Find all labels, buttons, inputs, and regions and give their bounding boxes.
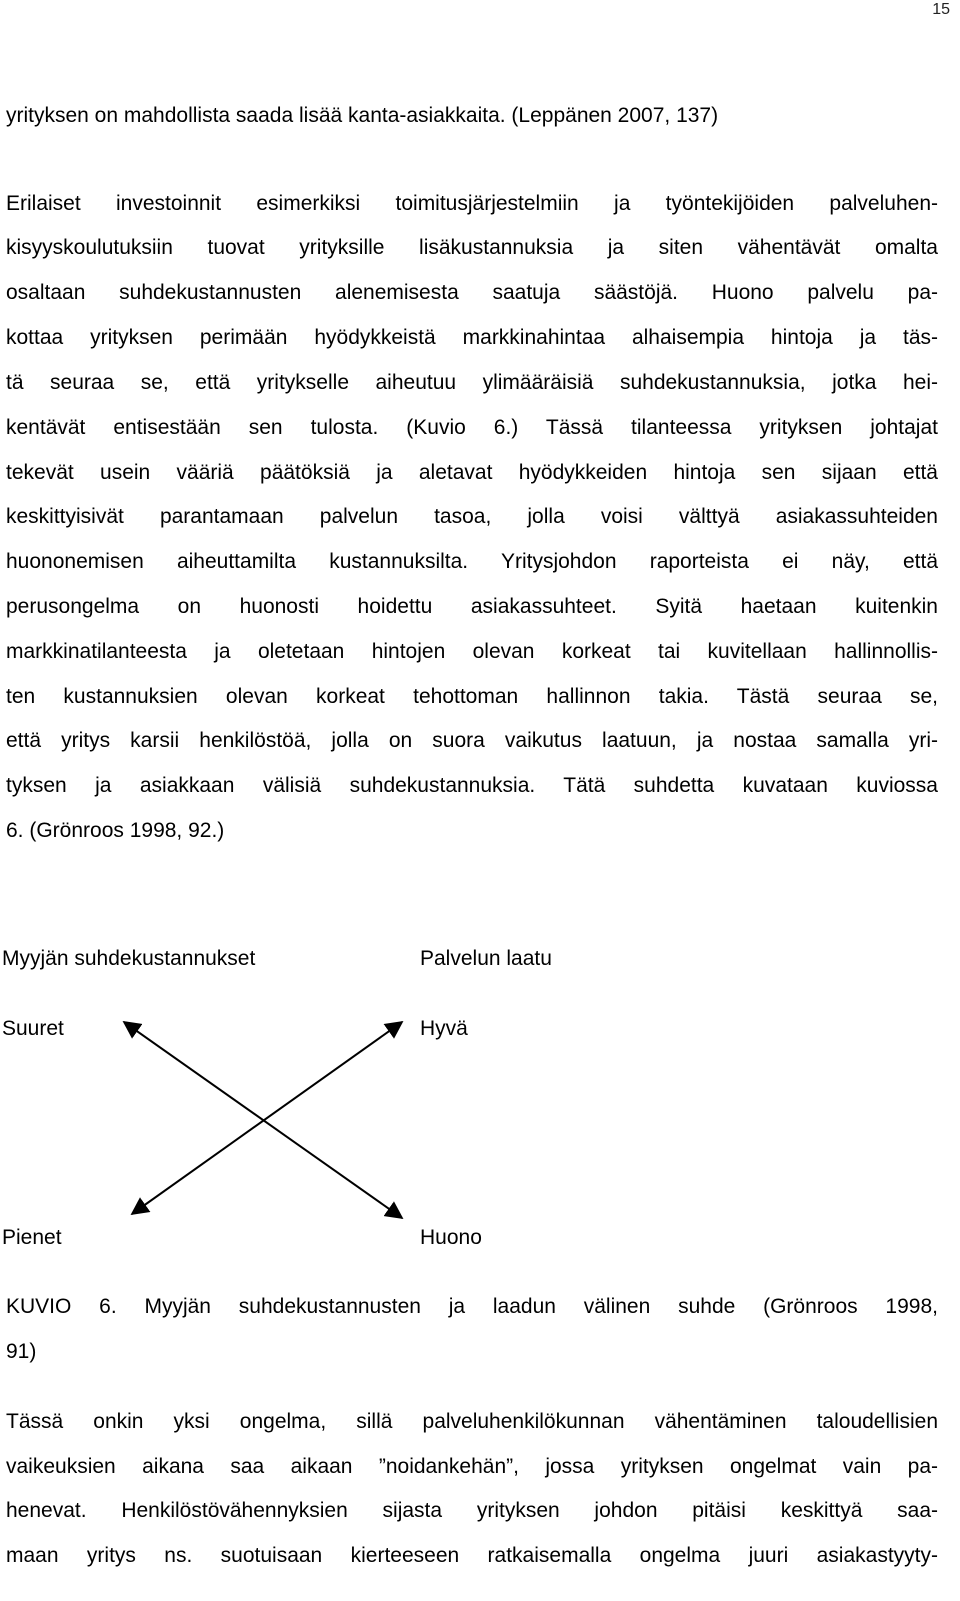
- text-line: henevat. Henkilöstövähennyksien sijasta yrityksen johdon pitäisi keskittyä saa-: [6, 1499, 938, 1522]
- text-line: Tässä onkin yksi ongelma, sillä palveluhenkilökunnan vähentäminen taloudellisien: [6, 1410, 938, 1433]
- text-line: huononemisen aiheuttamilta kustannuksilta. Yritysjohdon raporteista ei näy, että: [6, 550, 938, 573]
- text-line: yrityksen on mahdollista saada lisää kanta-asiakkaita. (Leppänen 2007, 137): [6, 104, 719, 127]
- arrow-hyva-pienet: [132, 1022, 402, 1214]
- text-line: kottaa yrityksen perimään hyödykkeistä markkinahintaa alhaisempia hintoja ja täs-: [6, 326, 938, 349]
- text-line: perusongelma on huonosti hoidettu asiakassuhteet. Syitä haetaan kuitenkin: [6, 595, 938, 618]
- figure-label-pienet: Pienet: [2, 1226, 62, 1249]
- figure-caption-line: KUVIO 6. Myyjän suhdekustannusten ja laadun välinen suhde (Grönroos 1998,: [6, 1295, 938, 1318]
- page-number: 15: [932, 1, 950, 18]
- text-line: markkinatilanteesta ja oletetaan hintojen olevan korkeat tai kuvitellaan hallinnollis-: [6, 640, 938, 663]
- figure-caption-line: 91): [6, 1340, 37, 1363]
- text-line: ten kustannuksien olevan korkeat tehottoman hallinnon takia. Tästä seuraa se,: [6, 685, 938, 708]
- text-line: kentävät entisestään sen tulosta. (Kuvio 6.) Tässä tilanteessa yrityksen johtajat: [6, 416, 938, 439]
- text-line: vaikeuksien aikana saa aikaan ”noidankehän”, jossa yrityksen ongelmat vain pa-: [6, 1455, 938, 1478]
- text-line: tä seuraa se, että yritykselle aiheutuu ylimääräisiä suhdekustannuksia, jotka hei-: [6, 371, 938, 394]
- figure-left-header: Myyjän suhdekustannukset: [2, 947, 256, 970]
- figure-right-header: Palvelun laatu: [420, 947, 552, 970]
- crossing-arrows-diagram: [110, 1010, 420, 1230]
- text-line: että yritys karsii henkilöstöä, jolla on suora vaikutus laatuun, ja nostaa samalla yri-: [6, 729, 938, 752]
- figure-label-hyva: Hyvä: [420, 1017, 468, 1040]
- text-line: Erilaiset investoinnit esimerkiksi toimitusjärjestelmiin ja työntekijöiden palveluhen-: [6, 192, 938, 215]
- figure-label-suuret: Suuret: [2, 1017, 64, 1040]
- text-line: tyksen ja asiakkaan välisiä suhdekustannuksia. Tätä suhdetta kuvataan kuviossa: [6, 774, 938, 797]
- text-line: 6. (Grönroos 1998, 92.): [6, 819, 225, 842]
- text-line: tekevät usein vääriä päätöksiä ja aletavat hyödykkeiden hintoja sen sijaan että: [6, 461, 938, 484]
- figure-label-huono: Huono: [420, 1226, 482, 1249]
- text-line: maan yritys ns. suotuisaan kierteeseen ratkaisemalla ongelma juuri asiakastyyty-: [6, 1544, 938, 1567]
- text-line: kisyyskoulutuksiin tuovat yrityksille lisäkustannuksia ja siten vähentävät omalta: [6, 236, 938, 259]
- text-line: osaltaan suhdekustannusten alenemisesta saatuja säästöjä. Huono palvelu pa-: [6, 281, 938, 304]
- text-line: keskittyisivät parantamaan palvelun tasoa, jolla voisi välttyä asiakassuhteiden: [6, 505, 938, 528]
